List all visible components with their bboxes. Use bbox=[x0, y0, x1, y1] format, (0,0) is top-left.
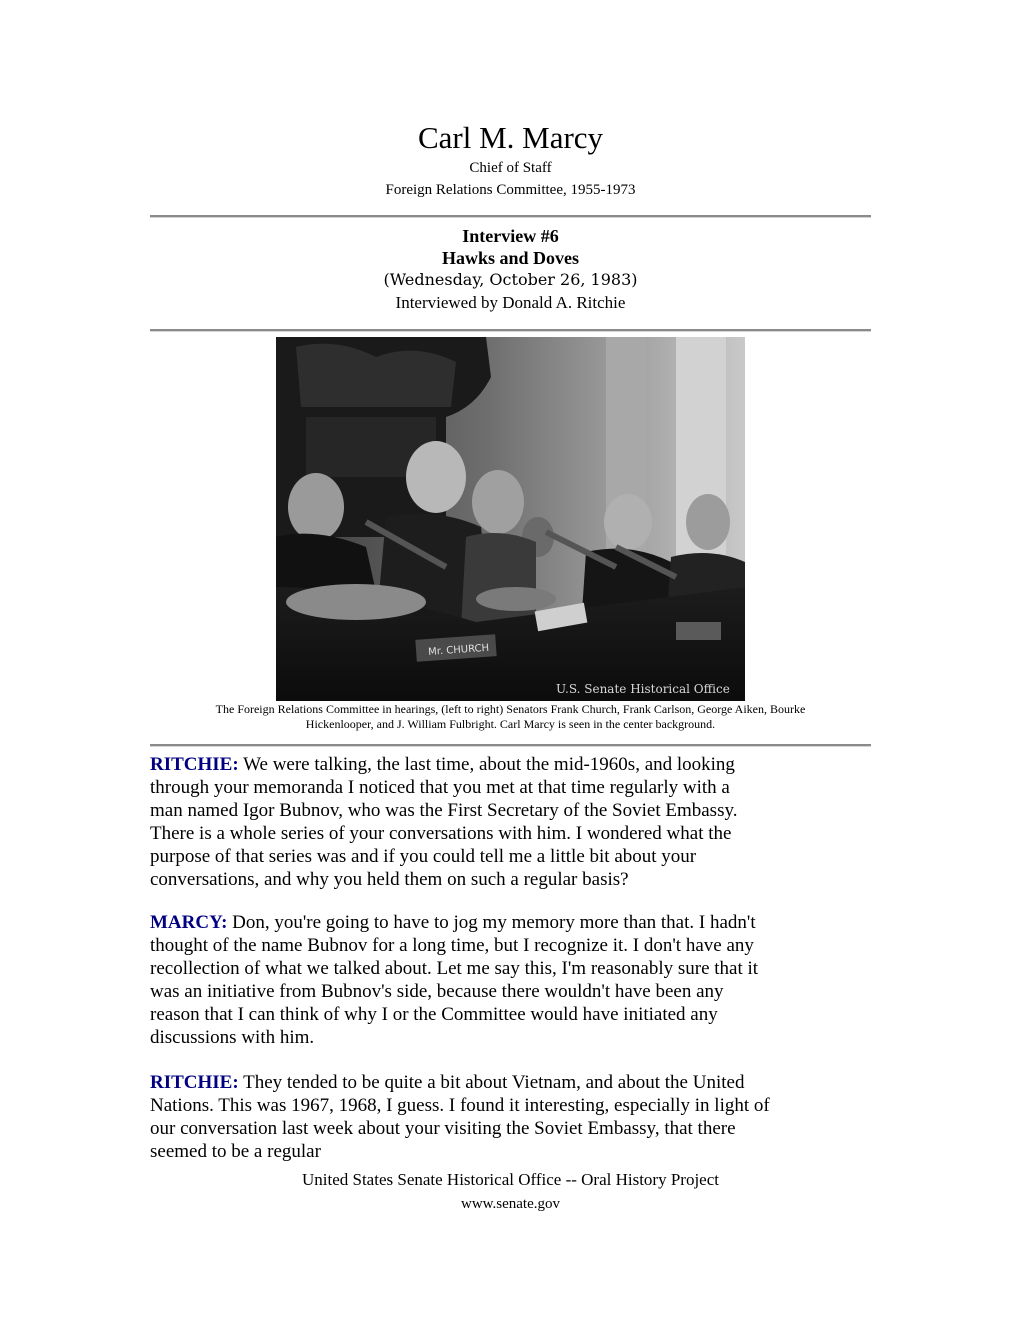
transcript-line: thought of the name Bubnov for a long time, but I recognize it. I don't have any bbox=[150, 935, 754, 956]
transcript-line: They tended to be quite a bit about Vietnam, and about the United bbox=[238, 1072, 745, 1093]
committee-hearing-photo bbox=[276, 337, 745, 701]
footer-url: www.senate.gov bbox=[460, 1196, 560, 1212]
photo-illustration bbox=[276, 337, 745, 701]
transcript-line: There is a whole series of your conversations with him. I wondered what the bbox=[150, 823, 732, 844]
transcript-line: through your memoranda I noticed that you met at that time regularly with a bbox=[150, 777, 730, 798]
transcript-line: We were talking, the last time, about the mid-1960s, and looking bbox=[238, 754, 735, 775]
transcript-paragraph bbox=[150, 1071, 871, 1163]
speaker-label: RITCHIE: bbox=[150, 1072, 239, 1093]
caption-line: The Foreign Relations Committee in hearings, (left to right) Senators Frank Church, Frank Carlson, George Aiken, Bourke bbox=[215, 702, 806, 716]
divider-bottom bbox=[150, 744, 871, 747]
committee-subtitle: Foreign Relations Committee, 1955-1973 bbox=[385, 182, 636, 198]
transcript-line: man named Igor Bubnov, who was the First Secretary of the Soviet Embassy. bbox=[150, 800, 738, 821]
interview-number: Interview #6 bbox=[462, 226, 559, 246]
transcript-paragraph bbox=[150, 753, 871, 891]
footer-project: United States Senate Historical Office -- Oral History Project bbox=[301, 1170, 719, 1189]
interview-title: Hawks and Doves bbox=[441, 248, 580, 268]
speaker-label: RITCHIE: bbox=[150, 754, 239, 775]
transcript-line: purpose of that series was and if you could tell me a little bit about your bbox=[150, 846, 697, 867]
photo-watermark: U.S. Senate Historical Office bbox=[556, 682, 730, 696]
transcript-paragraph bbox=[150, 911, 871, 1049]
transcript-line: our conversation last week about your visiting the Soviet Embassy, that there bbox=[150, 1118, 736, 1139]
transcript-line: seemed to be a regular bbox=[150, 1141, 321, 1162]
transcript-line: conversations, and why you held them on such a regular basis? bbox=[150, 869, 629, 890]
transcript-line: Nations. This was 1967, 1968, I guess. I found it interesting, especially in light of bbox=[150, 1095, 770, 1116]
transcript-line: Don, you're going to have to jog my memory more than that. I hadn't bbox=[227, 912, 756, 933]
photo-caption bbox=[150, 702, 871, 732]
interviewer-line: Interviewed by Donald A. Ritchie bbox=[395, 293, 626, 312]
transcript-line: was an initiative from Bubnov's side, because there wouldn't have been any bbox=[150, 981, 724, 1002]
interview-date: (Wednesday, October 26, 1983) bbox=[383, 270, 638, 289]
caption-line: Hickenlooper, and J. William Fulbright. Carl Marcy is seen in the center background. bbox=[305, 717, 716, 731]
transcript-line: reason that I can think of why I or the Committee would have initiated any bbox=[150, 1004, 718, 1025]
divider-top bbox=[150, 215, 871, 218]
speaker-label: MARCY: bbox=[150, 912, 228, 933]
divider-middle bbox=[150, 329, 871, 332]
transcript-line: discussions with him. bbox=[150, 1027, 315, 1048]
transcript-line: recollection of what we talked about. Let me say this, I'm reasonably sure that it bbox=[150, 958, 759, 979]
name-placard: Mr. CHURCH bbox=[427, 642, 490, 658]
page-title: Carl M. Marcy bbox=[417, 120, 604, 155]
role-subtitle: Chief of Staff bbox=[469, 160, 552, 176]
